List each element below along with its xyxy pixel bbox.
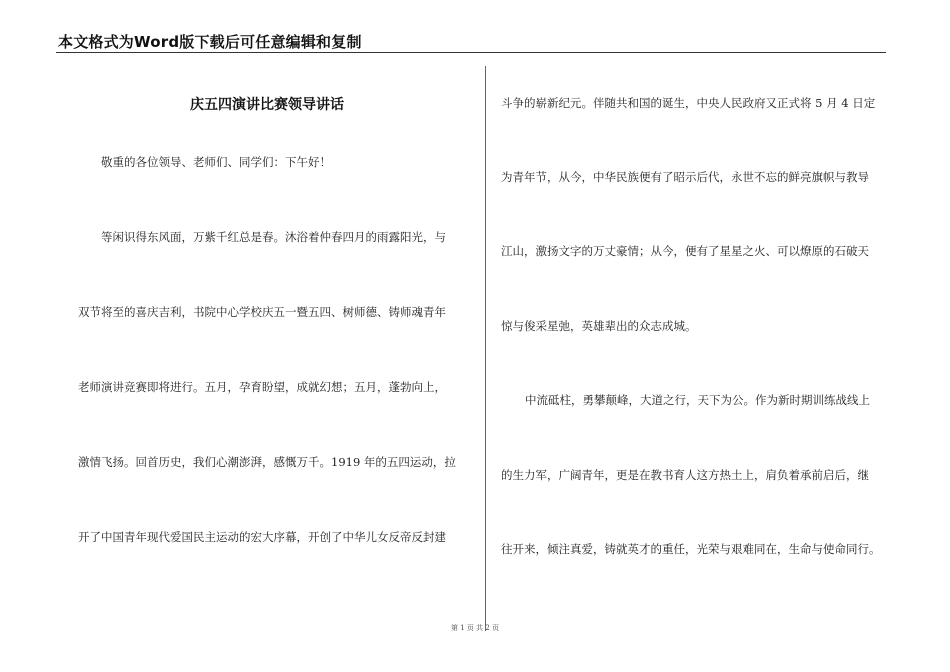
right-line: 为青年节，从今，中华民族便有了昭示后代，永世不忘的鲜亮旗帜与教导 — [501, 170, 869, 184]
right-line: 的生力军，广阔青年，更是在教书育人这方热土上，肩负着承前启后，继 — [501, 468, 869, 482]
right-line: 往开来，倾注真爱，铸就英才的重任，光荣与艰难同在，生命与使命同行。 — [501, 542, 881, 556]
left-line: 双节将至的喜庆吉利，书院中心学校庆五一暨五四、树师德、铸师魂青年 — [78, 305, 446, 319]
left-line: 开了中国青年现代爱国民主运动的宏大序幕，开创了中华儿女反帝反封建 — [78, 530, 446, 544]
left-line: 敬重的各位领导、老师们、同学们：下午好！ — [101, 155, 331, 169]
right-line: 斗争的崭新纪元。伴随共和国的诞生，中央人民政府又正式将 5 月 4 日定 — [501, 96, 876, 110]
left-line: 激情飞扬。回首历史，我们心潮澎湃，感慨万千。1919 年的五四运动，拉 — [78, 455, 456, 469]
document-title: 庆五四演讲比赛领导讲话 — [190, 97, 344, 113]
right-line: 惊与俊采星弛，英雄辈出的众志成城。 — [501, 319, 697, 333]
header-rule — [56, 52, 886, 53]
left-line: 等闲识得东风面，万紫千红总是春。沐浴着仲春四月的雨露阳光，与 — [101, 230, 446, 244]
page-number: 第 1 页 共 2 页 — [450, 624, 500, 632]
header-banner: 本文格式为Word版下载后可任意编辑和复制 — [58, 33, 362, 51]
left-line: 老师演讲竞赛即将进行。五月，孕育盼望，成就幻想；五月，蓬勃向上， — [78, 380, 446, 394]
right-line: 江山，激扬文字的万丈豪情；从今，便有了星星之火、可以燎原的石破天 — [501, 244, 869, 258]
right-line: 中流砥柱，勇攀颠峰，大道之行，天下为公。作为新时期训练战线上 — [525, 393, 870, 407]
column-divider — [485, 66, 486, 631]
